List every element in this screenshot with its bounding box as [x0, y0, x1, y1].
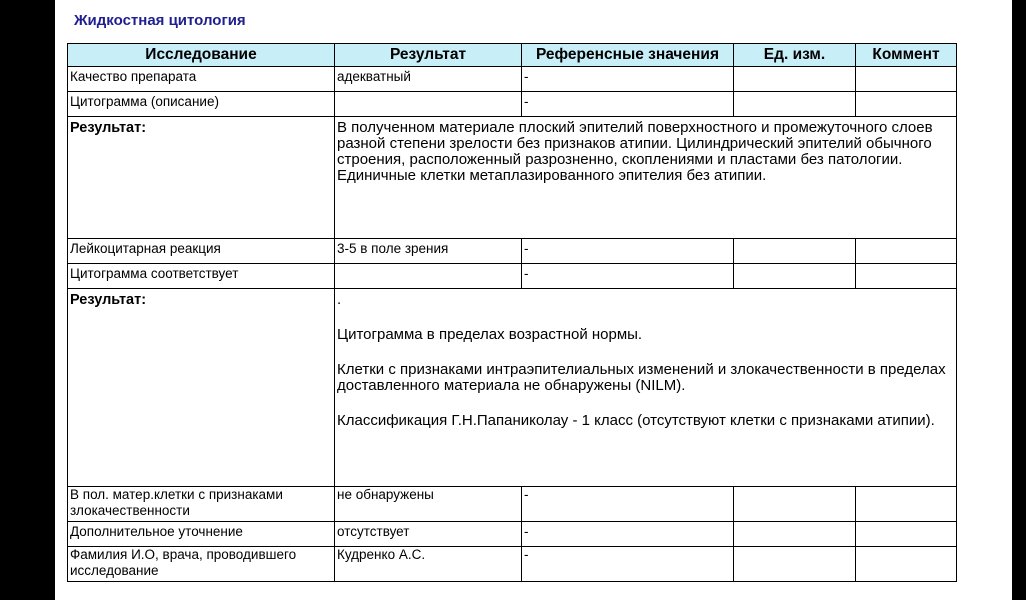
cell-unit: [734, 239, 856, 264]
cell-reference: -: [522, 522, 734, 547]
cell-result: отсутствует: [335, 522, 522, 547]
result-paragraph: Классификация Г.Н.Папаниколау - 1 класс (отсутствуют клетки с признаками атипии).: [337, 412, 935, 429]
result-description: [335, 117, 957, 239]
result-row: [68, 117, 957, 239]
cell-result: 3-5 в поле зрения: [335, 239, 522, 264]
cell-result: [335, 92, 522, 117]
table-header-row: [68, 44, 957, 67]
cell-test: В пол. матер.клетки с признаками злокачественности: [68, 487, 335, 522]
document-page: [55, 0, 1012, 600]
cell-reference: -: [522, 264, 734, 289]
cell-test: Дополнительное уточнение: [68, 522, 335, 547]
cell-result: не обнаружены: [335, 487, 522, 522]
cell-test: Фамилия И.О, врача, проводившего исследование: [68, 547, 335, 582]
cell-test: Качество препарата: [68, 67, 335, 92]
cell-unit: [734, 522, 856, 547]
result-paragraph: Цитограмма в пределах возрастной нормы.: [337, 326, 643, 343]
header-reference: Референсные значения: [522, 44, 734, 67]
result-conclusion: [335, 289, 957, 487]
table-row: [68, 547, 957, 582]
cell-comment: [856, 264, 957, 289]
header-comment: Коммент: [856, 44, 957, 67]
result-paragraph: В полученном материале плоский эпителий поверхностного и промежуточного слоев разной степени зрелости без признаков атипии. Цилиндрический эпителий обычного строения, расположенный разрозненно, скоплениями и пластами без патологии. Единичные клетки метаплазированного эпителия без атипии.: [337, 119, 933, 184]
cell-test: Цитограмма соответствует: [68, 264, 335, 289]
cell-test: Цитограмма (описание): [68, 92, 335, 117]
cell-comment: [856, 487, 957, 522]
table-row: [68, 487, 957, 522]
cell-test: Лейкоцитарная реакция: [68, 239, 335, 264]
cell-result: адекватный: [335, 67, 522, 92]
cell-reference: -: [522, 67, 734, 92]
result-label: Результат:: [68, 117, 335, 239]
table-row: [68, 264, 957, 289]
cell-comment: [856, 547, 957, 582]
table-row: [68, 239, 957, 264]
cell-comment: [856, 239, 957, 264]
cell-comment: [856, 92, 957, 117]
cell-reference: -: [522, 92, 734, 117]
cell-comment: [856, 522, 957, 547]
table-row: [68, 67, 957, 92]
cell-unit: [734, 92, 856, 117]
result-label: Результат:: [68, 289, 335, 487]
cell-reference: -: [522, 487, 734, 522]
results-table: [67, 43, 957, 582]
cell-reference: -: [522, 239, 734, 264]
cell-unit: [734, 67, 856, 92]
table-row: [68, 92, 957, 117]
header-unit: Ед. изм.: [734, 44, 856, 67]
result-row: [68, 289, 957, 487]
header-test: Исследование: [68, 44, 335, 67]
result-paragraph: .: [337, 291, 342, 308]
section-title: Жидкостная цитология: [74, 12, 246, 29]
cell-comment: [856, 67, 957, 92]
cell-reference: -: [522, 547, 734, 582]
cell-result: [335, 264, 522, 289]
header-result: Результат: [335, 44, 522, 67]
cell-unit: [734, 264, 856, 289]
cell-result: Кудренко А.С.: [335, 547, 522, 582]
cell-unit: [734, 547, 856, 582]
result-paragraph: Клетки с признаками интраэпителиальных изменений и злокачественности в пределах доставленного материала не обнаружены (NILM).: [337, 361, 946, 394]
cell-unit: [734, 487, 856, 522]
table-row: [68, 522, 957, 547]
